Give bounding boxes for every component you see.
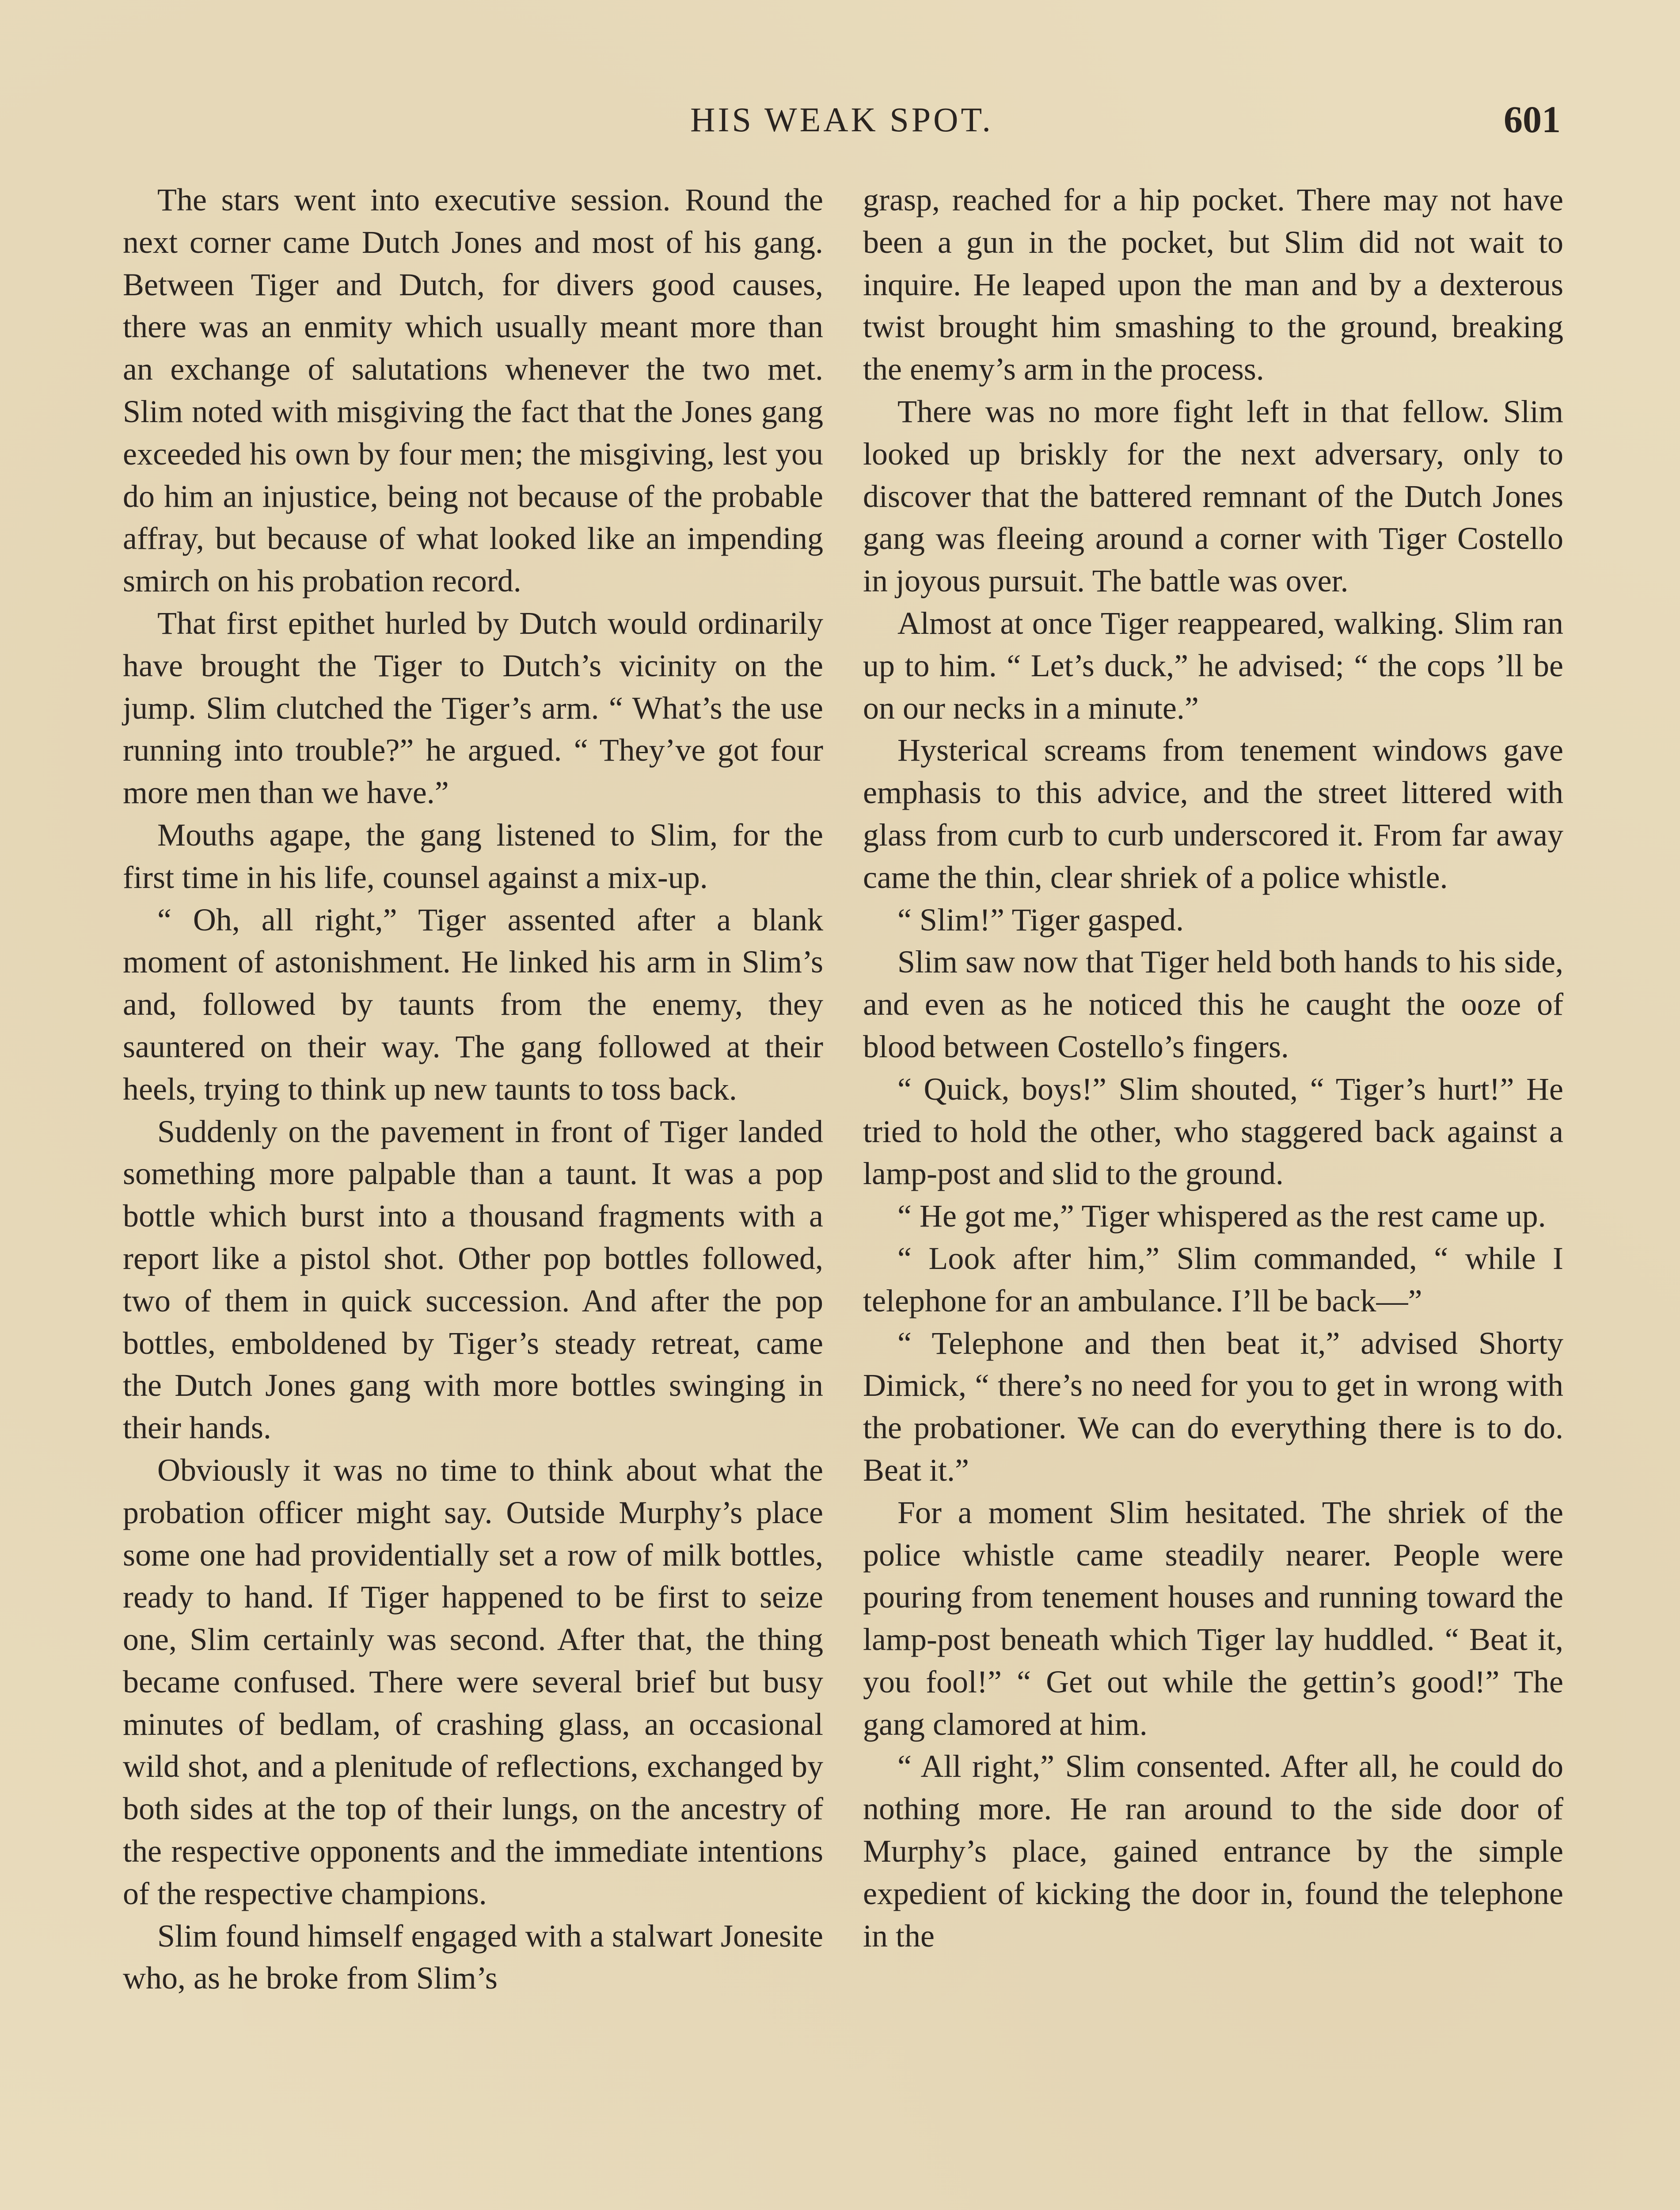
paragraph: Suddenly on the pavement in front of Tiger landed something more palpable than a taunt. It was a pop bottle which burst into a thousand fragments with a report like a pistol shot. Other pop bottles followed, two of them in quick succession. And after the pop bottles, emboldened by Tiger’s steady retreat, came the Dutch Jones gang with more bottles swinging in their hands. bbox=[123, 1113, 823, 1446]
left-column bbox=[123, 179, 823, 2210]
paragraph: “ Quick, boys!” Slim shouted, “ Tiger’s hurt!” He tried to hold the other, who staggered back against a lamp-post and slid to the ground. bbox=[863, 1071, 1563, 1192]
paragraph: “ Telephone and then beat it,” advised Shorty Dimick, “ there’s no need for you to get in wrong with the probationer. We can do everything there is to do. Beat it.” bbox=[863, 1325, 1563, 1488]
paragraph: For a moment Slim hesitated. The shriek of the police whistle came steadily nearer. People were pouring from tenement houses and running toward the lamp-post beneath which Tiger lay huddled. “ Beat it, you fool!” “ Get out while the gettin’s good!” The gang clamored at him. bbox=[863, 1494, 1563, 1742]
page-number: 601 bbox=[1504, 98, 1561, 141]
paragraph: “ All right,” Slim consented. After all, he could do nothing more. He ran around to the side door of Murphy’s place, gained entrance by the simple expedient of kicking the door in, found the telephone in the bbox=[863, 1749, 1563, 1954]
paragraph: “ Look after him,” Slim commanded, “ while I telephone for an ambulance. I’ll be back—” bbox=[863, 1240, 1563, 1318]
paragraph: There was no more fight left in that fellow. Slim looked up briskly for the next adversary, only to discover that the battered remnant of the Dutch Jones gang was fleeing around a corner with Tiger Costello in joyous pursuit. The battle was over. bbox=[863, 393, 1563, 599]
paragraph: Obviously it was no time to think about what the probation officer might say. Outside Murphy’s place some one had providentially set a row of milk bottles, ready to hand. If Tiger happened to be first to seize one, Slim certainly was second. After that, the thing became confused. There were several brief but busy minutes of bedlam, of crashing glass, an occasional wild shot, and a plenitude of reflections, exchanged by both sides at the top of their lungs, on the ancestry of the respective opponents and the immediate intentions of the respective champions. bbox=[123, 1452, 823, 1911]
paragraph: Hysterical screams from tenement windows gave emphasis to this advice, and the street littered with glass from curb to curb underscored it. From far away came the thin, clear shriek of a police whistle. bbox=[863, 732, 1563, 895]
paragraph: Slim found himself engaged with a stalwart Jonesite who, as he broke from Slim’s bbox=[123, 1918, 823, 1996]
text-columns bbox=[123, 179, 1563, 2210]
paragraph: “ Slim!” Tiger gasped. bbox=[897, 902, 1184, 937]
paragraph: grasp, reached for a hip pocket. There may not have been a gun in the pocket, but Slim did not wait to inquire. He leaped upon the man and by a dexterous twist brought him smashing to the ground, breaking the enemy’s arm in the process. bbox=[863, 182, 1563, 387]
paragraph: Slim saw now that Tiger held both hands to his side, and even as he noticed this he caught the ooze of blood between Costello’s fingers. bbox=[863, 944, 1563, 1064]
paragraph: “ He got me,” Tiger whispered as the rest came up. bbox=[897, 1198, 1546, 1234]
paragraph: That first epithet hurled by Dutch would ordinarily have brought the Tiger to Dutch’s vicinity on the jump. Slim clutched the Tiger’s arm. “ What’s the use running into trouble?” he argued. “ They’ve got four more men than we have.” bbox=[123, 605, 823, 811]
paragraph: “ Oh, all right,” Tiger assented after a blank moment of astonishment. He linked his arm in Slim’s and, followed by taunts from the enemy, they sauntered on their way. The gang followed at their heels, trying to think up new taunts to toss back. bbox=[123, 902, 823, 1107]
paragraph: Almost at once Tiger reappeared, walking. Slim ran up to him. “ Let’s duck,” he advised; “ the cops ’ll be on our necks in a minute.” bbox=[863, 605, 1563, 726]
running-title: HIS WEAK SPOT. bbox=[690, 100, 993, 139]
running-head bbox=[123, 97, 1561, 150]
right-column bbox=[863, 179, 1563, 2210]
paragraph: The stars went into executive session. Round the next corner came Dutch Jones and most of his gang. Between Tiger and Dutch, for divers good causes, there was an enmity which usually meant more than an exchange of salutations whenever the two met. Slim noted with misgiving the fact that the Jones gang exceeded his own by four men; the misgiving, lest you do him an injustice, being not because of the probable affray, but because of what looked like an impending smirch on his probation record. bbox=[123, 182, 823, 599]
paragraph: Mouths agape, the gang listened to Slim, for the first time in his life, counsel against a mix-up. bbox=[123, 817, 823, 895]
